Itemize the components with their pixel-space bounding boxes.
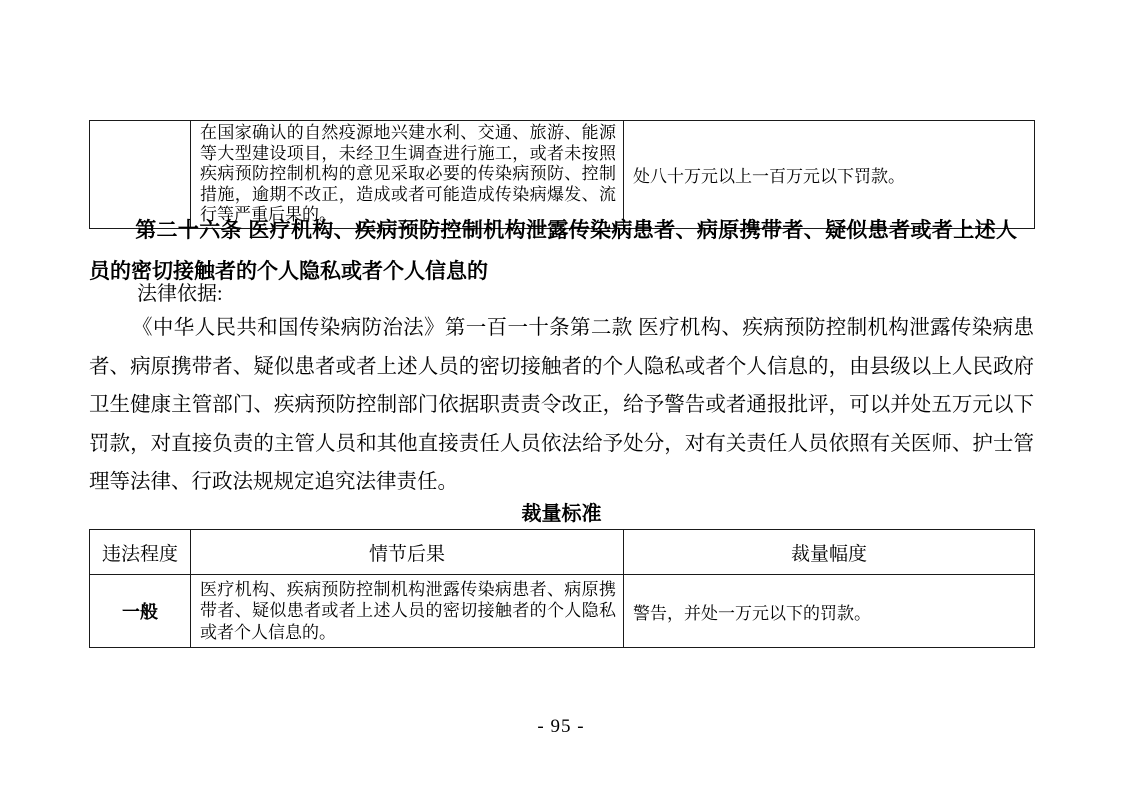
table-header-row — [90, 530, 1035, 575]
header-circumstance: 情节后果 — [191, 530, 624, 575]
standards-title: 裁量标准 — [521, 503, 602, 525]
table-row — [90, 575, 1035, 648]
article-heading: 第二十六条 医疗机构、疾病预防控制机构泄露传染病患者、病原携带者、疑似患者或者上述人员的密切接触者的个人隐私或者个人信息的 — [89, 219, 1017, 283]
violation-degree-cell: 一般 — [90, 575, 191, 648]
header-discretion-range: 裁量幅度 — [624, 530, 1035, 575]
header-violation-degree: 违法程度 — [90, 530, 191, 575]
legal-basis-paragraph: 《中华人民共和国传染病防治法》第一百一十条第二款 医疗机构、疾病预防控制机构泄露传染病患者、病原携带者、疑似患者或者上述人员的密切接触者的个人隐私或者个人信息的，由县级以上人民政府卫生健康主管部门、疾病预防控制部门依据职责责令改正，给予警告或者通报批评，可以并处五万元以下罚款，对直接负责的主管人员和其他直接责任人员依法给予处分，对有关责任人员依照有关医师、护士管理等法律、行政法规规定追究法律责任。 — [89, 317, 1034, 493]
legal-basis-label: 法律依据: — [137, 283, 223, 305]
circumstance-cell: 医疗机构、疾病预防控制机构泄露传染病患者、病原携带者、疑似患者或者上述人员的密切接触者的个人隐私或者个人信息的。 — [191, 575, 624, 648]
standards-table — [89, 529, 1035, 648]
page-number: - 95 - — [537, 716, 585, 737]
penalty-cell: 处八十万元以上一百万元以下罚款。 — [624, 121, 1035, 229]
circumstance-cell: 在国家确认的自然疫源地兴建水利、交通、旅游、能源等大型建设项目，未经卫生调查进行施工，或者未按照疾病预防控制机构的意见采取必要的传染病预防、控制措施，逾期不改正，造成或者可能造成传染病爆发、流行等严重后果的。 — [191, 121, 624, 229]
penalty-cell: 警告，并处一万元以下的罚款。 — [624, 575, 1035, 648]
